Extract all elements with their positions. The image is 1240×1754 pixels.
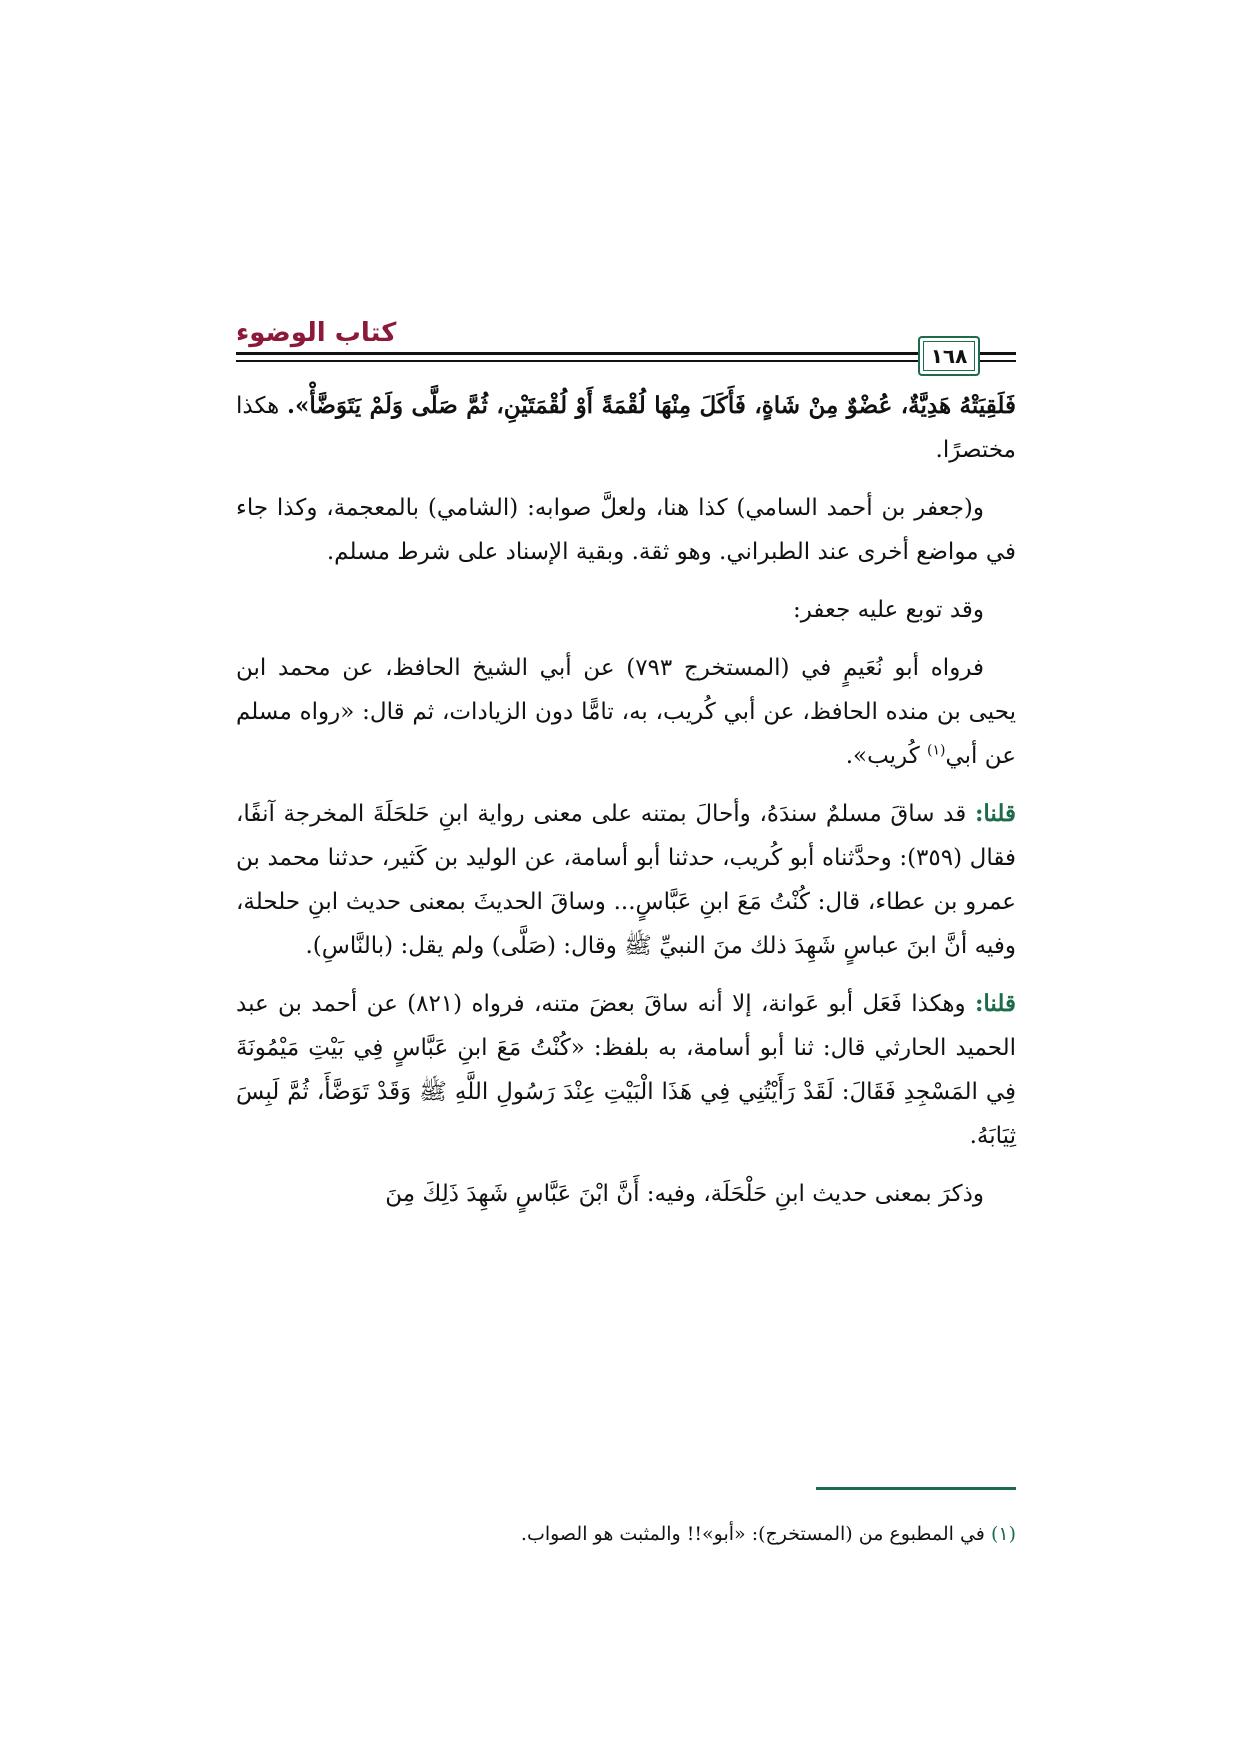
header-rule-thin — [236, 360, 986, 362]
qulna-label: قلنا: — [974, 990, 1016, 1017]
footnote-text: في المطبوع من (المستخرج): «أبو»!! والمثبت هو الصواب. — [520, 1523, 991, 1545]
paragraph: وقد توبع عليه جعفر: — [792, 597, 984, 623]
footnote-reference: (١) — [927, 742, 946, 759]
header-rule — [236, 352, 986, 355]
qulna-label: قلنا: — [974, 800, 1016, 827]
footnote — [236, 1518, 1016, 1550]
paragraph — [236, 982, 1016, 1158]
paragraph-text: هكذا مختصرًا. — [236, 393, 1016, 463]
paragraph-text: قد ساقَ مسلمٌ سندَهُ، وأحالَ بمتنه على معنى رواية ابنِ حَلحَلَةَ المخرجة آنفًا، فقال (٣٥٩): وحدَّثناه أبو كُريب، حدثنا أبو أسامة، عن الوليد بن كَثير، حدثنا محمد بن عمرو بن عطاء، قال: كُنْتُ مَعَ ابنِ عَبَّاسٍ... وساقَ الحديثَ بمعنى حديث ابنِ حلحلة، وفيه أنَّ ابنَ عباسٍ شَهِدَ ذلك منَ النبيِّ ﷺ وقال: (صَلَّى) ولم يقل: (بالنَّاسِ). — [236, 801, 1016, 959]
paragraph: و(جعفر بن أحمد السامي) كذا هنا، ولعلَّ صوابه: (الشامي) بالمعجمة، وكذا جاء في مواضع أخرى عند الطبراني. وهو ثقة. وبقية الإسناد على شرط مسلم. — [236, 495, 1016, 565]
paragraph-text: فرواه أبو نُعَيمٍ في (المستخرج ٧٩٣) عن أبي الشيخ الحافظ، عن محمد ابن يحيى بن منده الحافظ، عن أبي كُريب، به، تامًّا دون الزيادات، ثم قال: «رواه مسلم عن أبي — [236, 655, 1016, 769]
paragraph — [236, 646, 1016, 778]
footnote-number: (١) — [990, 1523, 1016, 1545]
paragraph — [236, 384, 1016, 472]
footnote-divider — [816, 1487, 1016, 1490]
page-number: ١٦٨ — [918, 336, 980, 376]
paragraph: وذكرَ بمعنى حديث ابنِ حَلْحَلَة، وفيه: أَنَّ ابْنَ عَبَّاسٍ شَهِدَ ذَلِكَ مِنَ — [385, 1181, 984, 1207]
page-header — [236, 308, 1016, 378]
paragraph — [236, 792, 1016, 968]
chapter-title: كتاب الوضوء — [236, 318, 397, 348]
paragraph-text: وهكذا فَعَل أبو عَوانة، إلا أنه ساقَ بعضَ متنه، فرواه (٨٢١) عن أحمد بن عبد الحميد الحارثي قال: ثنا أبو أسامة، به بلفظ: «كُنْتُ مَعَ ابنِ عَبَّاسٍ فِي بَيْتِ مَيْمُونَةَ فِي المَسْجِدِ فَقَالَ: لَقَدْ رَأَيْتُنِي فِي هَذَا الْبَيْتِ عِنْدَ رَسُولِ اللَّهِ ﷺ وَقَدْ تَوَضَّأَ، ثُمَّ لَبِسَ ثِيَابَهُ. — [236, 991, 1016, 1149]
hadith-text: فَلَقِيَتْهُ هَدِيَّةٌ، عُضْوٌ مِنْ شَاةٍ، فَأَكَلَ مِنْهَا لُقْمَةً أَوْ لُقْمَتَيْنِ، ثُمَّ صَلَّى وَلَمْ يَتَوَضَّأْ». — [287, 392, 1017, 419]
paragraph-text: كُريب». — [845, 743, 928, 769]
page-body — [236, 384, 1016, 1230]
